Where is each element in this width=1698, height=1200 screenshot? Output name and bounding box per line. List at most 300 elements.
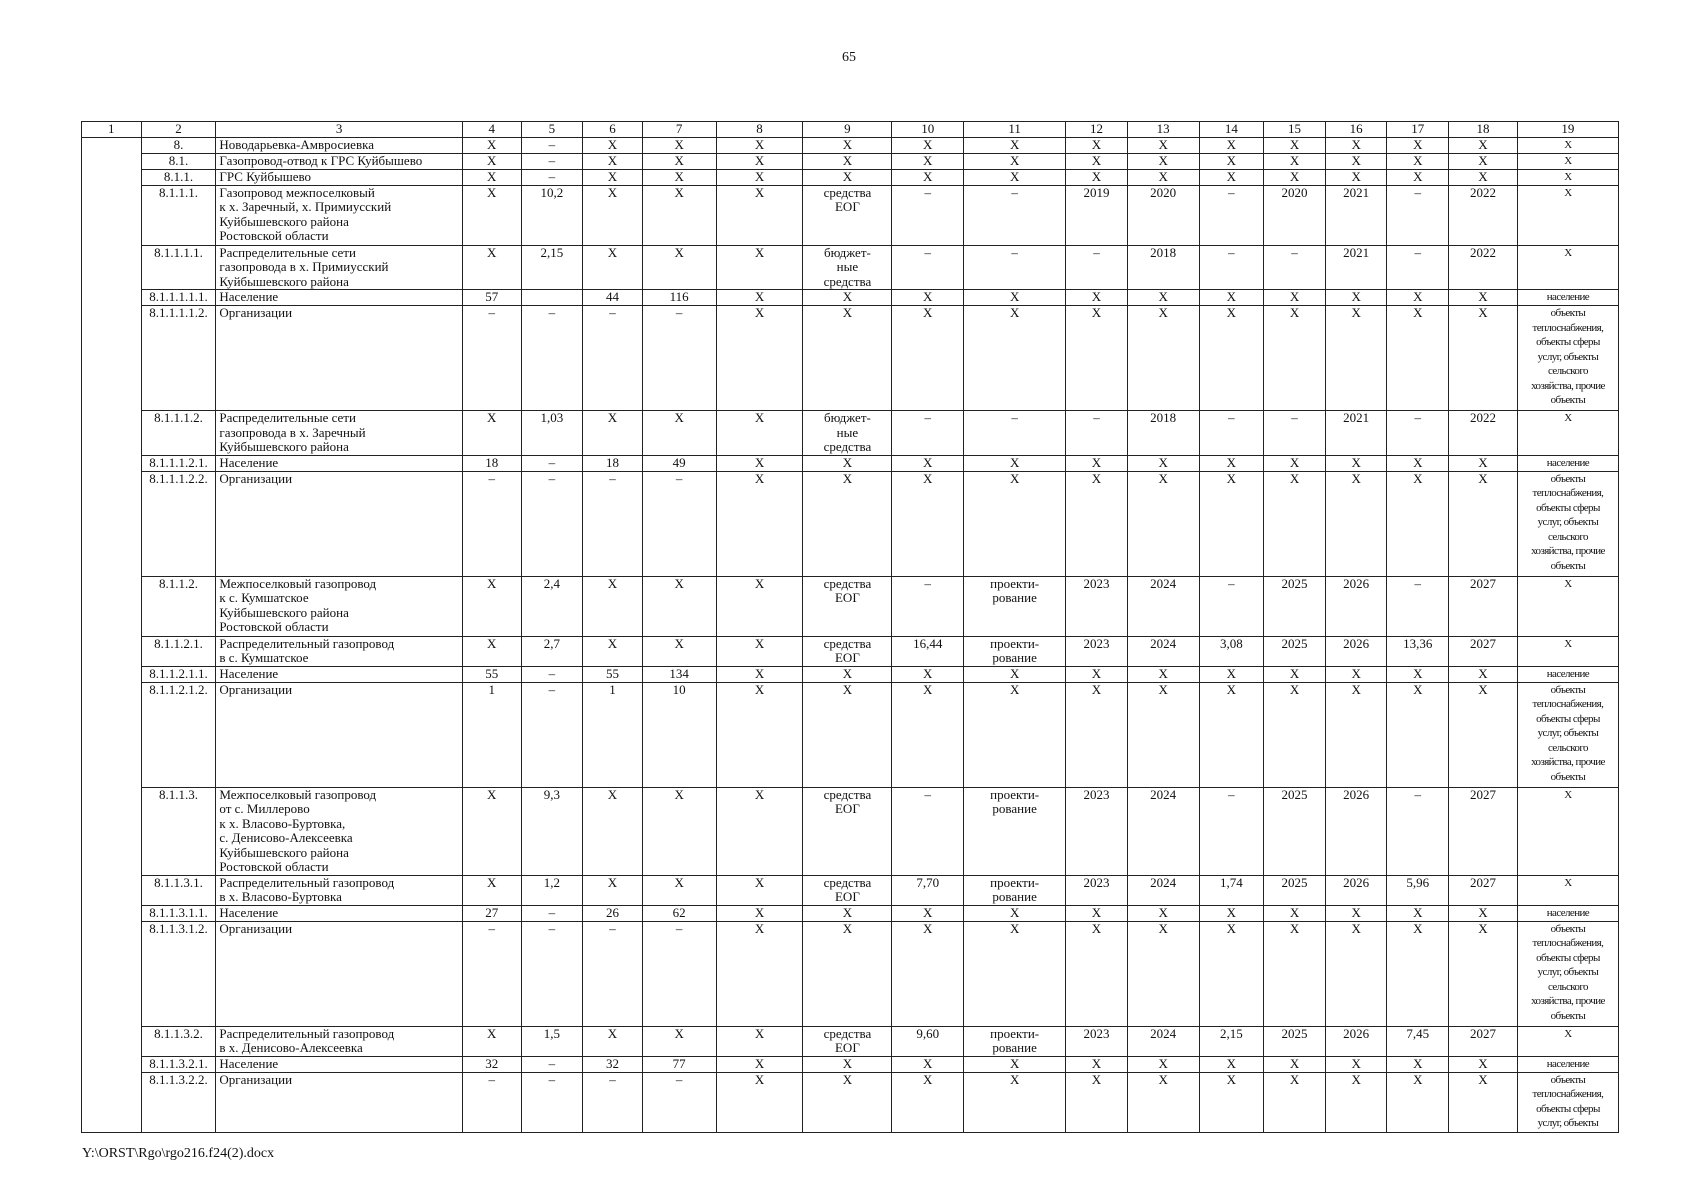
table-row (82, 576, 1619, 636)
object-name-cell: Организации (216, 1072, 463, 1132)
value-cell: 16,44 (892, 636, 964, 666)
value-cell: Х (642, 636, 716, 666)
value-cell: Х (462, 153, 521, 169)
value-cell: Х (1387, 153, 1449, 169)
value-cell: Х (716, 245, 803, 290)
value-cell: Х (803, 1056, 892, 1072)
value-cell: 2027 (1449, 1026, 1518, 1056)
column-number-header: 12 (1066, 122, 1128, 138)
value-cell: Х (1264, 306, 1326, 411)
value-cell: 2,15 (1199, 1026, 1264, 1056)
value-cell: Х (1449, 137, 1518, 153)
value-cell: Х (1449, 455, 1518, 471)
value-cell: – (521, 455, 583, 471)
object-name-cell: Население (216, 666, 463, 682)
value-cell: – (583, 1072, 643, 1132)
value-cell: Х (716, 682, 803, 787)
table-row (82, 682, 1619, 787)
value-cell: – (642, 471, 716, 576)
value-cell: 55 (462, 666, 521, 682)
value-cell: Х (892, 169, 964, 185)
consumer-type-cell: население (1517, 1056, 1618, 1072)
value-cell: 2023 (1066, 875, 1128, 905)
value-cell: Х (964, 921, 1066, 1026)
value-cell: 1,2 (521, 875, 583, 905)
value-cell: 2022 (1449, 411, 1518, 456)
value-cell: 2027 (1449, 875, 1518, 905)
value-cell: 10,2 (521, 185, 583, 245)
object-name-cell: Организации (216, 682, 463, 787)
value-cell: Х (1325, 306, 1387, 411)
object-name-cell: Распределительный газопровод в х. Денисово-Алексеевка (216, 1026, 463, 1056)
value-cell: 2021 (1325, 411, 1387, 456)
value-cell: Х (1127, 290, 1199, 306)
value-cell: – (964, 411, 1066, 456)
value-cell: Х (892, 1056, 964, 1072)
value-cell: 57 (462, 290, 521, 306)
row-code-cell: 8.1.1.3. (141, 787, 216, 875)
row-code-cell: 8.1.1.3.1.2. (141, 921, 216, 1026)
value-cell: Х (803, 455, 892, 471)
value-cell: Х (1449, 1056, 1518, 1072)
value-cell: Х (1449, 921, 1518, 1026)
value-cell: Х (716, 921, 803, 1026)
value-cell: Х (583, 1026, 643, 1056)
value-cell: – (1199, 245, 1264, 290)
data-table (81, 121, 1619, 1133)
value-cell: 2025 (1264, 636, 1326, 666)
value-cell: 26 (583, 905, 643, 921)
value-cell: Х (1449, 290, 1518, 306)
value-cell: Х (1325, 1072, 1387, 1132)
table-row (82, 471, 1619, 576)
value-cell: Х (462, 576, 521, 636)
value-cell: Х (583, 245, 643, 290)
table-row (82, 666, 1619, 682)
object-name-cell: Распределительный газопровод в с. Кумшатское (216, 636, 463, 666)
value-cell: 2022 (1449, 185, 1518, 245)
consumer-type-cell: Х (1517, 636, 1618, 666)
value-cell: 2026 (1325, 875, 1387, 905)
value-cell: – (892, 185, 964, 245)
value-cell: – (521, 1072, 583, 1132)
table-row (82, 1026, 1619, 1056)
object-name-cell: Межпоселковый газопровод к с. Кумшатское Куйбышевского района Ростовской области (216, 576, 463, 636)
value-cell: Х (1127, 169, 1199, 185)
value-cell: – (521, 921, 583, 1026)
value-cell: средства ЕОГ (803, 875, 892, 905)
value-cell: Х (892, 290, 964, 306)
value-cell: 2023 (1066, 636, 1128, 666)
value-cell: Х (892, 1072, 964, 1132)
value-cell: бюджет- ные средства (803, 411, 892, 456)
row-code-cell: 8.1. (141, 153, 216, 169)
value-cell: – (642, 306, 716, 411)
value-cell: 7,70 (892, 875, 964, 905)
object-name-cell: Население (216, 290, 463, 306)
value-cell: Х (964, 682, 1066, 787)
value-cell: Х (1449, 666, 1518, 682)
table-row (82, 905, 1619, 921)
value-cell: Х (1127, 1072, 1199, 1132)
value-cell: Х (1127, 471, 1199, 576)
value-cell: Х (462, 875, 521, 905)
value-cell: Х (1387, 905, 1449, 921)
value-cell: Х (1264, 666, 1326, 682)
table-row (82, 1072, 1619, 1132)
object-name-cell: Газопровод-отвод к ГРС Куйбышево (216, 153, 463, 169)
value-cell: – (521, 1056, 583, 1072)
value-cell: 134 (642, 666, 716, 682)
value-cell: 2020 (1264, 185, 1326, 245)
value-cell: Х (803, 1072, 892, 1132)
value-cell: Х (716, 411, 803, 456)
value-cell: Х (583, 636, 643, 666)
column-number-header: 18 (1449, 122, 1518, 138)
column-number-header: 17 (1387, 122, 1449, 138)
value-cell: Х (642, 576, 716, 636)
table-row (82, 411, 1619, 456)
value-cell: Х (642, 1026, 716, 1056)
value-cell: Х (964, 306, 1066, 411)
object-name-cell: Население (216, 905, 463, 921)
value-cell: Х (1066, 169, 1128, 185)
value-cell: Х (1449, 1072, 1518, 1132)
table-cell-col1 (82, 137, 142, 1132)
value-cell: Х (642, 245, 716, 290)
value-cell: Х (462, 245, 521, 290)
value-cell: 2,15 (521, 245, 583, 290)
consumer-type-cell: население (1517, 905, 1618, 921)
value-cell: 2027 (1449, 787, 1518, 875)
value-cell: Х (716, 1072, 803, 1132)
value-cell: Х (803, 905, 892, 921)
value-cell: Х (462, 169, 521, 185)
value-cell: Х (1127, 1056, 1199, 1072)
value-cell: Х (1127, 666, 1199, 682)
value-cell: Х (716, 290, 803, 306)
value-cell: 18 (462, 455, 521, 471)
value-cell: Х (892, 306, 964, 411)
column-number-header: 2 (141, 122, 216, 138)
value-cell: Х (892, 682, 964, 787)
value-cell: Х (1264, 682, 1326, 787)
value-cell: Х (1264, 905, 1326, 921)
column-number-header: 5 (521, 122, 583, 138)
value-cell: Х (1199, 137, 1264, 153)
value-cell: Х (892, 905, 964, 921)
consumer-type-cell: объекты теплоснабжения, объекты сферы услуг, объекты (1517, 1072, 1618, 1132)
value-cell: Х (1199, 1072, 1264, 1132)
value-cell: Х (716, 1026, 803, 1056)
column-number-header: 13 (1127, 122, 1199, 138)
value-cell: 2024 (1127, 576, 1199, 636)
value-cell: 2023 (1066, 576, 1128, 636)
value-cell: Х (803, 682, 892, 787)
row-code-cell: 8.1.1.1.2.2. (141, 471, 216, 576)
value-cell: 1,74 (1199, 875, 1264, 905)
value-cell: Х (1199, 666, 1264, 682)
value-cell: 2020 (1127, 185, 1199, 245)
row-code-cell: 8.1.1.2.1.1. (141, 666, 216, 682)
value-cell: 2024 (1127, 787, 1199, 875)
value-cell: Х (716, 875, 803, 905)
value-cell: Х (1387, 471, 1449, 576)
value-cell: Х (892, 921, 964, 1026)
value-cell: Х (642, 185, 716, 245)
consumer-type-cell: население (1517, 666, 1618, 682)
value-cell: Х (1264, 471, 1326, 576)
value-cell: 32 (583, 1056, 643, 1072)
value-cell: 1,5 (521, 1026, 583, 1056)
value-cell: Х (1199, 682, 1264, 787)
consumer-type-cell: объекты теплоснабжения, объекты сферы услуг, объекты сельского хозяйства, прочие объекты (1517, 921, 1618, 1026)
value-cell: Х (583, 137, 643, 153)
value-cell: Х (1066, 306, 1128, 411)
row-code-cell: 8.1.1.3.2. (141, 1026, 216, 1056)
row-code-cell: 8.1.1.3.1. (141, 875, 216, 905)
value-cell: Х (1449, 169, 1518, 185)
value-cell: 2025 (1264, 875, 1326, 905)
value-cell: Х (803, 290, 892, 306)
column-number-header: 19 (1517, 122, 1618, 138)
table-row (82, 185, 1619, 245)
consumer-type-cell: Х (1517, 137, 1618, 153)
value-cell: – (892, 576, 964, 636)
table-row (82, 1056, 1619, 1072)
object-name-cell: Распределительные сети газопровода в х. Заречный Куйбышевского района (216, 411, 463, 456)
column-number-header: 11 (964, 122, 1066, 138)
column-number-header: 14 (1199, 122, 1264, 138)
value-cell: Х (803, 471, 892, 576)
value-cell: 10 (642, 682, 716, 787)
value-cell: проекти- рование (964, 1026, 1066, 1056)
value-cell: Х (1449, 306, 1518, 411)
value-cell: – (521, 666, 583, 682)
value-cell: Х (716, 576, 803, 636)
value-cell: – (462, 471, 521, 576)
value-cell: – (1387, 245, 1449, 290)
value-cell: Х (716, 455, 803, 471)
value-cell: Х (716, 137, 803, 153)
value-cell: Х (803, 921, 892, 1026)
value-cell: 2025 (1264, 787, 1326, 875)
value-cell: 2027 (1449, 636, 1518, 666)
value-cell: Х (1066, 921, 1128, 1026)
value-cell: 2027 (1449, 576, 1518, 636)
value-cell: 1 (583, 682, 643, 787)
value-cell: Х (892, 455, 964, 471)
value-cell: 77 (642, 1056, 716, 1072)
value-cell: – (1199, 787, 1264, 875)
value-cell: Х (1199, 153, 1264, 169)
table-row (82, 245, 1619, 290)
row-code-cell: 8.1.1. (141, 169, 216, 185)
value-cell: – (583, 921, 643, 1026)
value-cell: Х (716, 1056, 803, 1072)
value-cell: – (1387, 787, 1449, 875)
value-cell: Х (1387, 290, 1449, 306)
value-cell: Х (1066, 153, 1128, 169)
value-cell: Х (1264, 169, 1326, 185)
object-name-cell: Организации (216, 306, 463, 411)
consumer-type-cell: Х (1517, 153, 1618, 169)
value-cell: – (521, 169, 583, 185)
row-code-cell: 8.1.1.1.2.1. (141, 455, 216, 471)
row-code-cell: 8.1.1.1. (141, 185, 216, 245)
row-code-cell: 8.1.1.3.1.1. (141, 905, 216, 921)
table-row (82, 306, 1619, 411)
value-cell: Х (583, 411, 643, 456)
value-cell: Х (462, 137, 521, 153)
value-cell: Х (462, 411, 521, 456)
value-cell: Х (716, 636, 803, 666)
consumer-type-cell: Х (1517, 576, 1618, 636)
column-number-header: 9 (803, 122, 892, 138)
value-cell: Х (1066, 682, 1128, 787)
row-code-cell: 8.1.1.1.1. (141, 245, 216, 290)
value-cell: – (1066, 411, 1128, 456)
value-cell: 2018 (1127, 411, 1199, 456)
consumer-type-cell: объекты теплоснабжения, объекты сферы услуг, объекты сельского хозяйства, прочие объекты (1517, 682, 1618, 787)
value-cell: 5,96 (1387, 875, 1449, 905)
value-cell: Х (1387, 137, 1449, 153)
value-cell: Х (1264, 153, 1326, 169)
value-cell: Х (964, 137, 1066, 153)
value-cell: Х (1066, 455, 1128, 471)
value-cell: средства ЕОГ (803, 185, 892, 245)
value-cell: – (521, 137, 583, 153)
value-cell: – (1264, 245, 1326, 290)
column-number-header: 7 (642, 122, 716, 138)
value-cell: Х (1449, 682, 1518, 787)
page-number: 65 (842, 50, 856, 65)
table-row (82, 137, 1619, 153)
value-cell: Х (716, 787, 803, 875)
row-code-cell: 8.1.1.1.1.2. (141, 306, 216, 411)
consumer-type-cell: Х (1517, 787, 1618, 875)
value-cell (521, 290, 583, 306)
value-cell: Х (964, 1072, 1066, 1132)
value-cell: – (583, 471, 643, 576)
value-cell: Х (1127, 455, 1199, 471)
value-cell: Х (716, 169, 803, 185)
value-cell: Х (583, 153, 643, 169)
table-row (82, 169, 1619, 185)
value-cell: 13,36 (1387, 636, 1449, 666)
value-cell: Х (462, 787, 521, 875)
value-cell: средства ЕОГ (803, 787, 892, 875)
column-number-header: 8 (716, 122, 803, 138)
value-cell: Х (1264, 455, 1326, 471)
value-cell: 2023 (1066, 1026, 1128, 1056)
value-cell: – (642, 921, 716, 1026)
value-cell: проекти- рование (964, 787, 1066, 875)
object-name-cell: Новодарьевка-Амвросиевка (216, 137, 463, 153)
value-cell: Х (1264, 1072, 1326, 1132)
value-cell: Х (642, 787, 716, 875)
value-cell: Х (716, 471, 803, 576)
value-cell: 3,08 (1199, 636, 1264, 666)
value-cell: Х (1325, 471, 1387, 576)
value-cell: Х (462, 1026, 521, 1056)
object-name-cell: Население (216, 1056, 463, 1072)
value-cell: 2018 (1127, 245, 1199, 290)
value-cell: бюджет- ные средства (803, 245, 892, 290)
value-cell: Х (1325, 153, 1387, 169)
value-cell: – (462, 1072, 521, 1132)
value-cell: Х (803, 666, 892, 682)
value-cell: Х (1264, 921, 1326, 1026)
value-cell: 1,03 (521, 411, 583, 456)
value-cell: Х (1066, 137, 1128, 153)
table-row (82, 875, 1619, 905)
consumer-type-cell: население (1517, 455, 1618, 471)
value-cell: – (1199, 411, 1264, 456)
value-cell: Х (462, 185, 521, 245)
value-cell: проекти- рование (964, 636, 1066, 666)
value-cell: Х (1127, 137, 1199, 153)
value-cell: Х (1199, 169, 1264, 185)
value-cell: Х (1449, 153, 1518, 169)
row-code-cell: 8.1.1.1.2. (141, 411, 216, 456)
row-code-cell: 8.1.1.1.1.1. (141, 290, 216, 306)
value-cell: – (521, 306, 583, 411)
value-cell: – (521, 153, 583, 169)
consumer-type-cell: Х (1517, 875, 1618, 905)
value-cell: Х (1066, 1072, 1128, 1132)
value-cell: Х (964, 905, 1066, 921)
value-cell: 2022 (1449, 245, 1518, 290)
value-cell: 49 (642, 455, 716, 471)
object-name-cell: Распределительный газопровод в х. Власово-Буртовка (216, 875, 463, 905)
object-name-cell: Население (216, 455, 463, 471)
value-cell: Х (1325, 1056, 1387, 1072)
column-number-header: 4 (462, 122, 521, 138)
value-cell: – (1264, 411, 1326, 456)
value-cell: Х (964, 455, 1066, 471)
value-cell: Х (1387, 1056, 1449, 1072)
value-cell: Х (1387, 455, 1449, 471)
row-code-cell: 8.1.1.2. (141, 576, 216, 636)
value-cell: проекти- рование (964, 875, 1066, 905)
value-cell: 55 (583, 666, 643, 682)
value-cell: 2021 (1325, 245, 1387, 290)
value-cell: – (521, 905, 583, 921)
value-cell: – (642, 1072, 716, 1132)
value-cell: Х (1387, 921, 1449, 1026)
value-cell: Х (1387, 1072, 1449, 1132)
value-cell: проекти- рование (964, 576, 1066, 636)
value-cell: 2026 (1325, 787, 1387, 875)
value-cell: – (892, 787, 964, 875)
column-number-header: 16 (1325, 122, 1387, 138)
value-cell: Х (964, 1056, 1066, 1072)
row-code-cell: 8.1.1.2.1.2. (141, 682, 216, 787)
table-row (82, 921, 1619, 1026)
consumer-type-cell: объекты теплоснабжения, объекты сферы услуг, объекты сельского хозяйства, прочие объекты (1517, 471, 1618, 576)
value-cell: – (1387, 576, 1449, 636)
value-cell: средства ЕОГ (803, 576, 892, 636)
value-cell: Х (1264, 1056, 1326, 1072)
value-cell: Х (1066, 666, 1128, 682)
value-cell: Х (716, 306, 803, 411)
object-name-cell: Газопровод межпоселковый к х. Заречный, х. Примиусский Куйбышевского района Ростовской области (216, 185, 463, 245)
value-cell: – (964, 185, 1066, 245)
value-cell: 2021 (1325, 185, 1387, 245)
value-cell: Х (1127, 905, 1199, 921)
value-cell: Х (642, 411, 716, 456)
